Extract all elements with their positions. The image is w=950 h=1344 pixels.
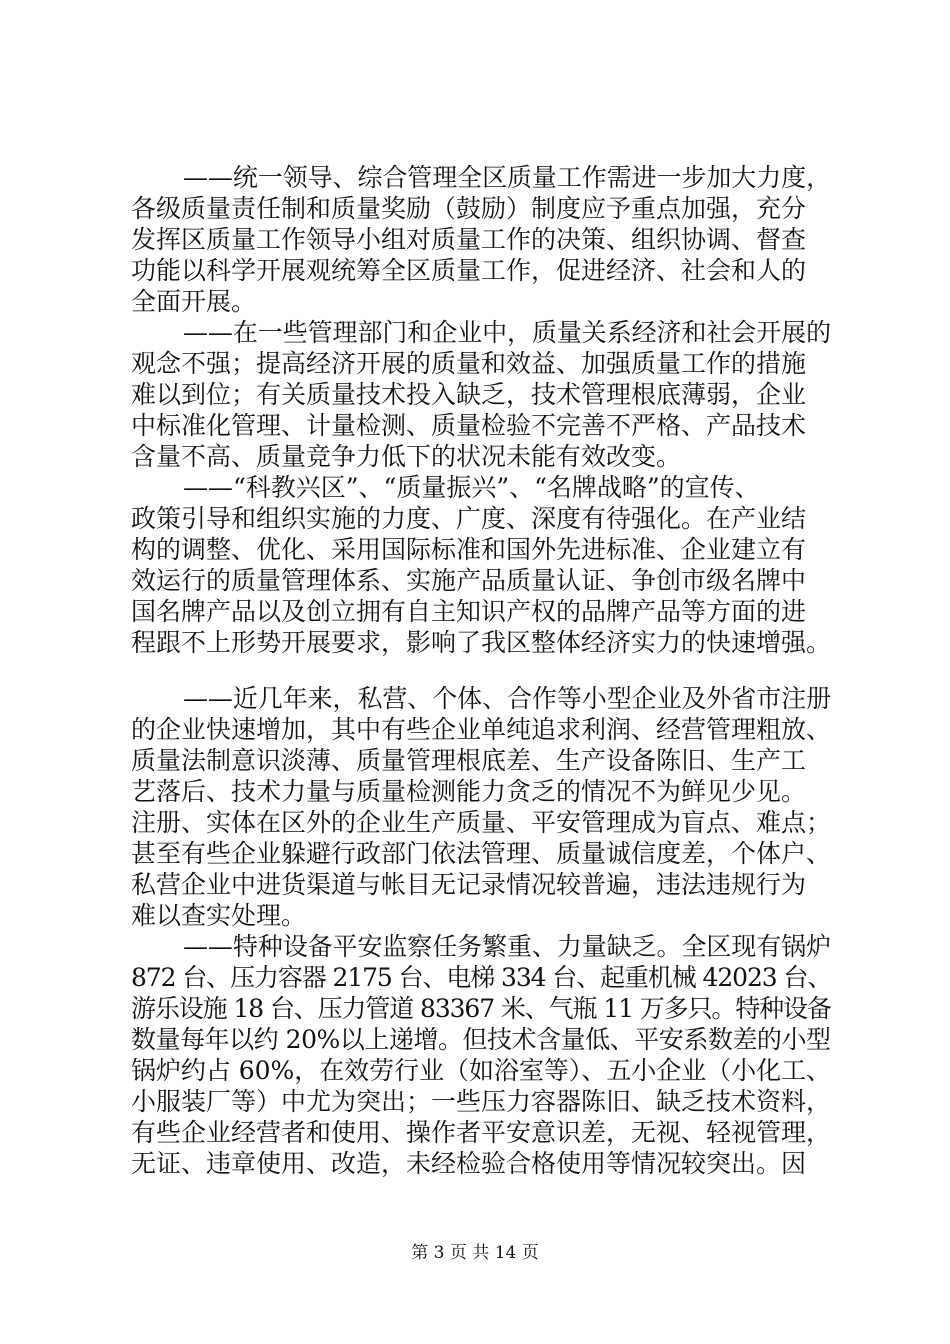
paragraph-line: 有些企业经营者和使用、操作者平安意识差，无视、轻视管理，: [131, 1118, 832, 1147]
paragraph-2: [131, 317, 831, 472]
paragraph-5: [131, 931, 831, 1179]
paragraph-line: 难以到位；有关质量技术投入缺乏，技术管理根底薄弱，企业: [131, 380, 807, 409]
paragraph-line: 效运行的质量管理体系、实施产品质量认证、争创市级名牌中: [131, 566, 807, 595]
paragraph-line: 含量不高、质量竞争力低下的状况未能有效改变。: [131, 442, 682, 471]
paragraph-line: ——统一领导、综合管理全区质量工作需进一步加大力度，: [183, 163, 832, 192]
document-body: [131, 162, 831, 1179]
paragraph-line: 各级质量责任制和质量奖励（鼓励）制度应予重点加强，充分: [131, 194, 807, 223]
paragraph-line: 无证、违章使用、改造，未经检验合格使用等情况较突出。因: [131, 1149, 807, 1178]
paragraph-line: 中标准化管理、计量检测、质量检验不完善不严格、产品技术: [131, 411, 807, 440]
paragraph-3: [131, 472, 831, 658]
paragraph-line: ——“科教兴区”、“质量振兴”、“名牌战略”的宣传、: [183, 473, 760, 502]
paragraph-line: 私营企业中进货渠道与帐目无记录情况较普遍，违法违规行为: [131, 870, 807, 899]
page-number-footer: 第 3 页 共 14 页: [411, 1243, 539, 1263]
paragraph-line: 艺落后、技术力量与质量检测能力贪乏的情况不为鲜见少见。: [131, 777, 807, 806]
paragraph-line: 游乐设施 18 台、压力管道 83367 米、气瓶 11 万多只。特种设备: [131, 994, 831, 1023]
paragraph-line: ——在一些管理部门和企业中，质量关系经济和社会开展的: [183, 318, 832, 347]
paragraph-line: 程跟不上形势开展要求，影响了我区整体经济实力的快速增强。: [131, 628, 832, 657]
paragraph-line: 难以查实处理。: [131, 901, 307, 930]
paragraph-line: 功能以科学开展观统筹全区质量工作，促进经济、社会和人的: [131, 256, 807, 285]
paragraph-line: 国名牌产品以及创立拥有自主知识产权的品牌产品等方面的进: [131, 597, 807, 626]
paragraph-spacer: [131, 658, 831, 683]
paragraph-line: 小服装厂等）中尤为突出；一些压力容器陈旧、缺乏技术资料，: [131, 1087, 832, 1116]
paragraph-line: 发挥区质量工作领导小组对质量工作的决策、组织协调、督查: [131, 225, 807, 254]
paragraph-line: 872 台、压力容器 2175 台、电梯 334 台、起重机械 42023 台、: [131, 963, 832, 992]
paragraph-line: 的企业快速增加，其中有些企业单纯追求利润、经营管理粗放、: [131, 715, 832, 744]
paragraph-line: 甚至有些企业躲避行政部门依法管理、质量诚信度差，个体户、: [131, 839, 832, 868]
paragraph-line: 数量每年以约 20%以上递增。但技术含量低、平安系数差的小型: [131, 1025, 831, 1054]
paragraph-line: 质量法制意识淡薄、质量管理根底差、生产设备陈旧、生产工: [131, 746, 807, 775]
paragraph-line: 观念不强；提高经济开展的质量和效益、加强质量工作的措施: [131, 349, 807, 378]
paragraph-line: 注册、实体在区外的企业生产质量、平安管理成为盲点、难点；: [131, 808, 832, 837]
paragraph-line: 锅炉约占 60%，在效劳行业（如浴室等）、五小企业（小化工、: [131, 1056, 832, 1085]
paragraph-line: ——特种设备平安监察任务繁重、力量缺乏。全区现有锅炉: [183, 932, 832, 961]
paragraph-1: [131, 162, 831, 317]
paragraph-line: ——近几年来，私营、个体、合作等小型企业及外省市注册: [183, 684, 832, 713]
paragraph-4: [131, 683, 831, 931]
paragraph-line: 政策引导和组织实施的力度、广度、深度有待强化。在产业结: [131, 504, 807, 533]
paragraph-line: 全面开展。: [131, 287, 257, 316]
paragraph-line: 构的调整、优化、采用国际标准和国外先进标准、企业建立有: [131, 535, 807, 564]
